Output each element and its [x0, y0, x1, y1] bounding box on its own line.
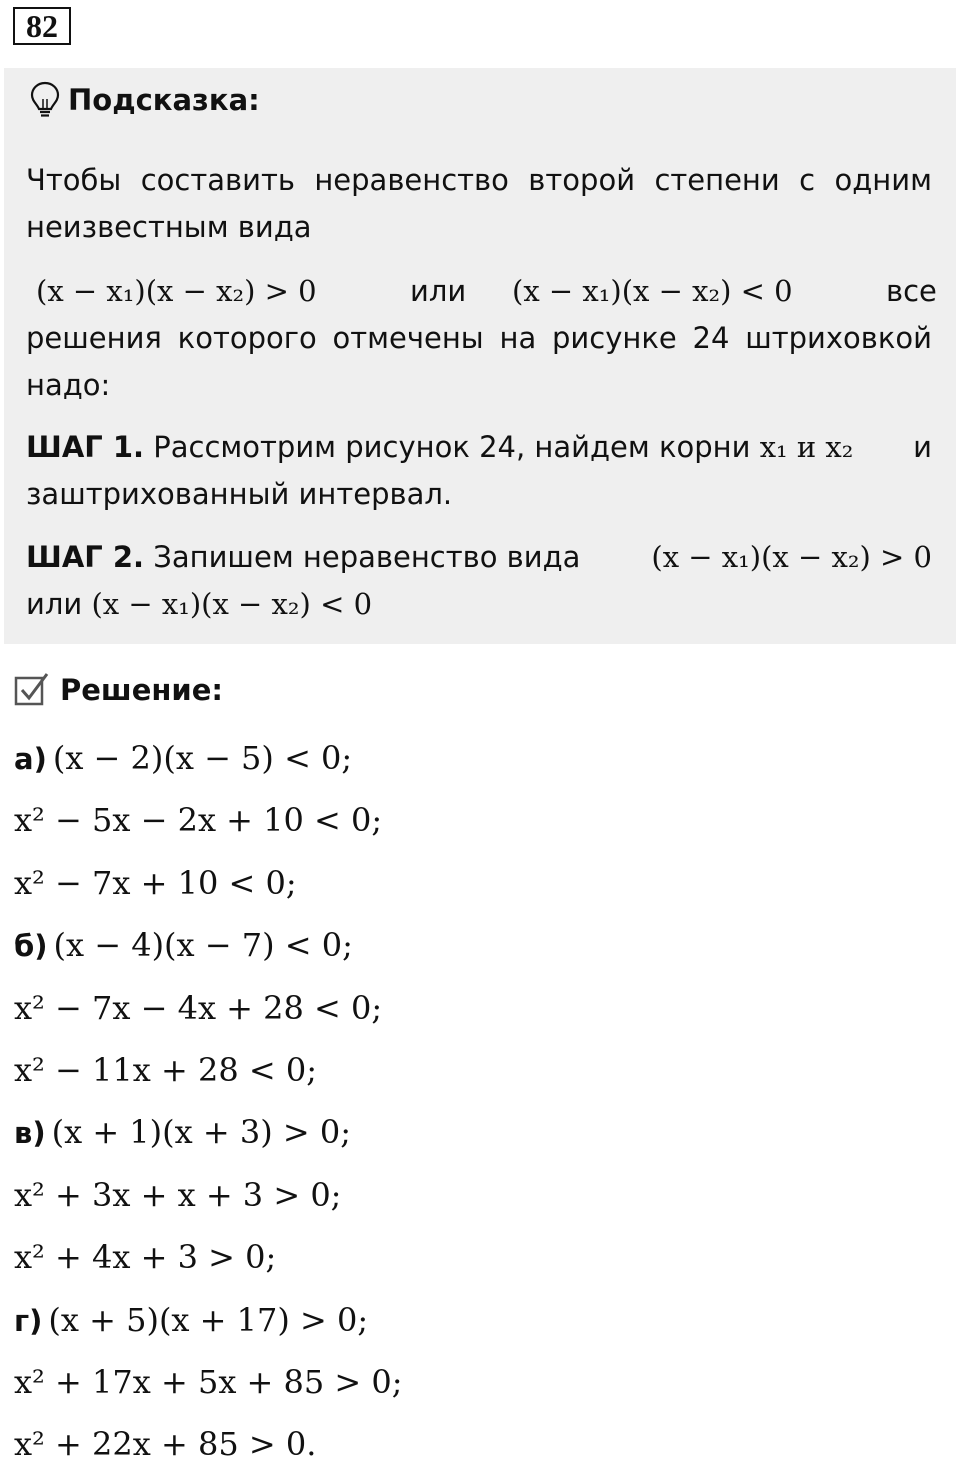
item-label: в) — [14, 1116, 46, 1151]
formula-lt: (x − x₁)(x − x₂) < 0 — [512, 274, 793, 308]
lightbulb-icon — [30, 81, 60, 119]
step2-or: или — [26, 587, 83, 621]
hint-step2 — [26, 534, 932, 628]
task-number: 82 — [13, 7, 71, 45]
hint-header — [30, 80, 260, 120]
item-label: г) — [14, 1303, 43, 1338]
solution-line — [14, 1422, 316, 1466]
math-expression: (x − 2)(x − 5) < 0; — [52, 739, 353, 777]
solution-line — [14, 861, 297, 905]
math-expression: (x − 4)(x − 7) < 0; — [53, 926, 353, 965]
step1-and: и — [913, 430, 932, 464]
solution-line — [14, 1298, 368, 1343]
hint-box — [4, 68, 956, 644]
solution-line — [14, 1048, 317, 1092]
hint-continuation: решения которого отмечены на рисунке 24 штриховкой надо: — [26, 321, 932, 402]
item-label: а) — [14, 742, 47, 776]
step1-end: заштрихованный интервал. — [26, 477, 453, 511]
math-expression: x² − 11x + 28 < 0; — [14, 1051, 317, 1089]
hint-intro: Чтобы составить неравенство второй степени с одним неизвестным вида — [26, 163, 932, 244]
formula-or: или — [410, 274, 467, 308]
hint-title: Подсказка: — [68, 83, 260, 117]
solution-line — [14, 923, 353, 968]
hint-step1 — [26, 424, 932, 518]
solution-line — [14, 1235, 276, 1279]
solution-line — [14, 1110, 351, 1155]
step1-label: ШАГ 1. — [26, 430, 145, 464]
step2-label: ШАГ 2. — [26, 540, 145, 574]
step1-text: Рассмотрим рисунок 24, найдем корни — [153, 430, 751, 464]
formula-all: все — [886, 274, 937, 308]
step2-text: Запишем неравенство вида — [153, 540, 581, 574]
solution-line — [14, 986, 382, 1030]
checkbox-icon — [14, 672, 50, 708]
math-expression: x² + 22x + 85 > 0. — [14, 1425, 317, 1464]
math-expression: (x + 1)(x + 3) > 0; — [51, 1113, 351, 1152]
hint-formula-row — [26, 268, 937, 315]
math-expression: x² − 7x + 10 < 0; — [14, 863, 297, 902]
math-expression: x² + 4x + 3 > 0; — [14, 1238, 277, 1277]
step1-roots: x₁ и x₂ — [759, 430, 854, 464]
math-expression: x² + 3x + x + 3 > 0; — [14, 1175, 342, 1214]
formula-gt: (x − x₁)(x − x₂) > 0 — [36, 274, 317, 308]
solution-line — [14, 736, 352, 781]
item-label: б) — [14, 929, 48, 964]
solution-line — [14, 1360, 403, 1404]
math-expression: x² − 5x − 2x + 10 < 0; — [14, 801, 383, 840]
math-expression: x² − 7x − 4x + 28 < 0; — [14, 988, 383, 1027]
math-expression: (x + 5)(x + 17) > 0; — [48, 1300, 369, 1339]
solution-line — [14, 798, 382, 842]
solution-line — [14, 1173, 341, 1217]
math-expression: x² + 17x + 5x + 85 > 0; — [14, 1363, 403, 1401]
step2-formula2: (x − x₁)(x − x₂) < 0 — [91, 587, 373, 621]
step2-formula1: (x − x₁)(x − x₂) > 0 — [651, 540, 932, 574]
solution-title: Решение: — [60, 673, 224, 707]
solution-header — [14, 668, 223, 712]
